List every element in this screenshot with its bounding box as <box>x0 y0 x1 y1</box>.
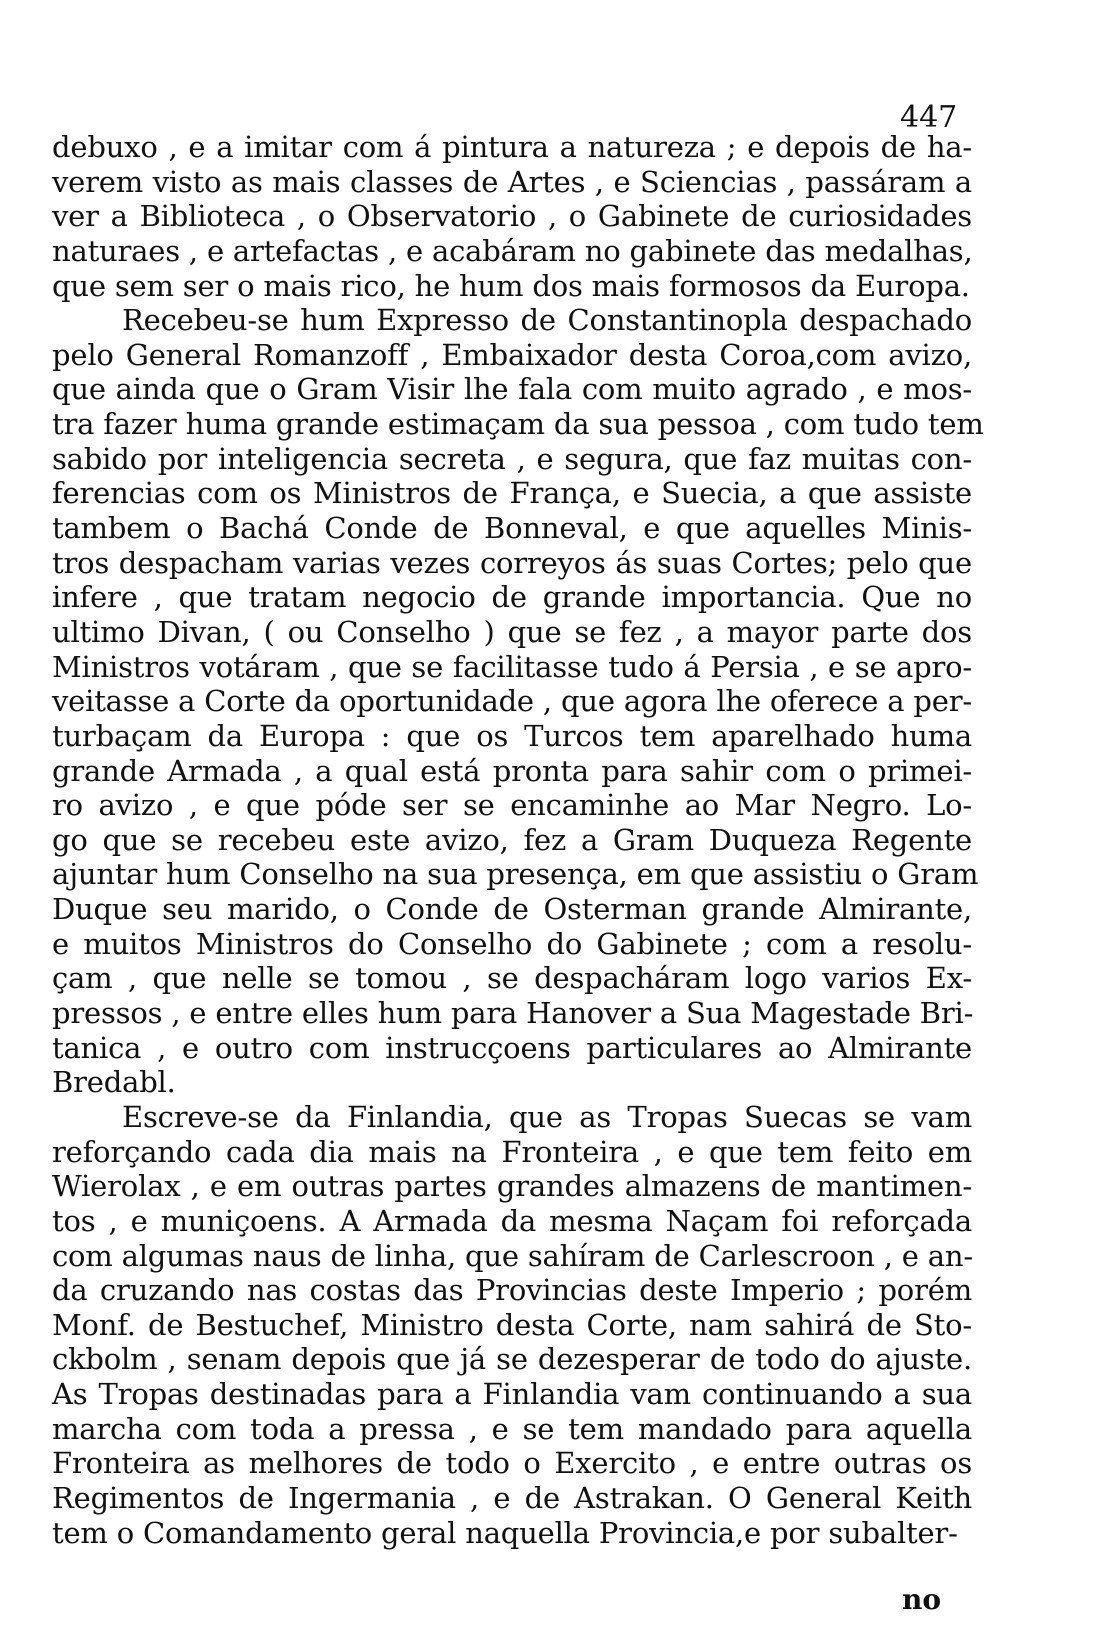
text-line: pressos , e entre elles hum para Hanover a Sua Magestade Bri- <box>52 996 974 1031</box>
text-line: Fronteira as melhores de todo o Exercito , e entre outras os <box>52 1446 972 1481</box>
text-line: ajuntar hum Conselho na sua presença, em que assistiu o Gram <box>52 857 979 892</box>
text-line: çam , que nelle se tomou , se despacháram logo varios Ex- <box>52 961 972 996</box>
text-line: ro avizo , e que póde ser se encaminhe ao Mar Negro. Lo- <box>52 788 972 823</box>
text-line: tambem o Bachá Conde de Bonneval, e que aquelles Minis- <box>52 511 972 546</box>
text-line: veitasse a Corte da oportunidade , que agora lhe oferece a per- <box>52 684 972 719</box>
text-line: tos , e muniçoens. A Armada da mesma Naçam foi reforçada <box>52 1203 972 1238</box>
text-line: As Tropas destinadas para a Finlandia vam continuando a sua <box>52 1377 972 1412</box>
text-line: tanica , e outro com instrucçoens particulares ao Almirante <box>52 1030 972 1065</box>
text-line: da cruzando nas costas das Provincias deste Imperio ; porém <box>52 1273 972 1308</box>
text-line: verem visto as mais classes de Artes , e Sciencias , passáram a <box>52 164 972 199</box>
text-line: Duque seu marido, o Conde de Osterman grande Almirante, <box>52 892 972 927</box>
text-line: reforçando cada dia mais na Fronteira , e que tem feito em <box>52 1134 972 1169</box>
text-line: sabido por inteligencia secreta , e segura, que faz muitas con- <box>52 441 972 476</box>
text-line: pelo General Romanzoff , Embaixador desta Coroa,com avizo, <box>52 337 972 372</box>
text-line: ckbolm , senam depois que já se dezesperar de todo do ajuste. <box>52 1342 972 1377</box>
text-line: e muitos Ministros do Conselho do Gabinete ; com a resolu- <box>52 926 972 961</box>
text-line: ferencias com os Ministros de França, e Suecia, a que assiste <box>52 476 972 511</box>
text-line: que ainda que o Gram Visir lhe fala com muito agrado , e mos- <box>52 372 972 407</box>
page-number: 447 <box>900 100 958 135</box>
text-line: naturaes , e artefactas , e acabáram no gabinete das medalhas, <box>52 233 973 268</box>
body-text <box>52 130 984 1550</box>
text-line: Recebeu-se hum Expresso de Constantinopla despachado <box>122 303 972 338</box>
text-line: Escreve-se da Finlandia, que as Tropas Suecas se vam <box>122 1099 972 1134</box>
text-line: Bredabl. <box>52 1065 176 1100</box>
text-line: com algumas naus de linha, que sahíram de Carlescroon , e an- <box>52 1238 973 1273</box>
text-line: debuxo , e a imitar com á pintura a natureza ; e depois de ha- <box>52 130 972 164</box>
text-line: ultimo Divan, ( ou Conselho ) que se fez , a mayor parte dos <box>52 614 972 649</box>
text-line: que sem ser o mais rico, he hum dos mais formosos da Europa. <box>52 268 970 303</box>
text-line: infere , que tratam negocio de grande importancia. Que no <box>52 580 972 615</box>
text-line: ver a Biblioteca , o Observatorio , o Gabinete de curiosidades <box>52 199 972 234</box>
text-line: Regimentos de Ingermania , e de Astrakan. O General Keith <box>52 1480 972 1515</box>
text-line: tem o Comandamento geral naquella Provincia,e por subalter- <box>52 1515 958 1550</box>
text-line: go que se recebeu este avizo, fez a Gram Duqueza Regente <box>52 822 972 857</box>
text-line: grande Armada , a qual está pronta para sahir com o primei- <box>52 753 972 788</box>
text-line: tros despacham varias vezes correyos ás suas Cortes; pelo que <box>52 545 972 580</box>
text-line: Monf. de Bestuchef, Ministro desta Corte, nam sahirá de Sto- <box>52 1307 972 1342</box>
text-line: turbaçam da Europa : que os Turcos tem aparelhado huma <box>52 718 972 753</box>
text-line: marcha com toda a pressa , e se tem mandado para aquella <box>52 1411 972 1446</box>
text-line: Wierolax , e em outras partes grandes almazens de mantimen- <box>52 1169 972 1204</box>
text-line: tra fazer huma grande estimaçam da sua pessoa , com tudo tem <box>52 407 984 442</box>
catchword: no <box>902 1583 942 1616</box>
text-line: Ministros votáram , que se facilitasse tudo á Persia , e se apro- <box>52 649 972 684</box>
